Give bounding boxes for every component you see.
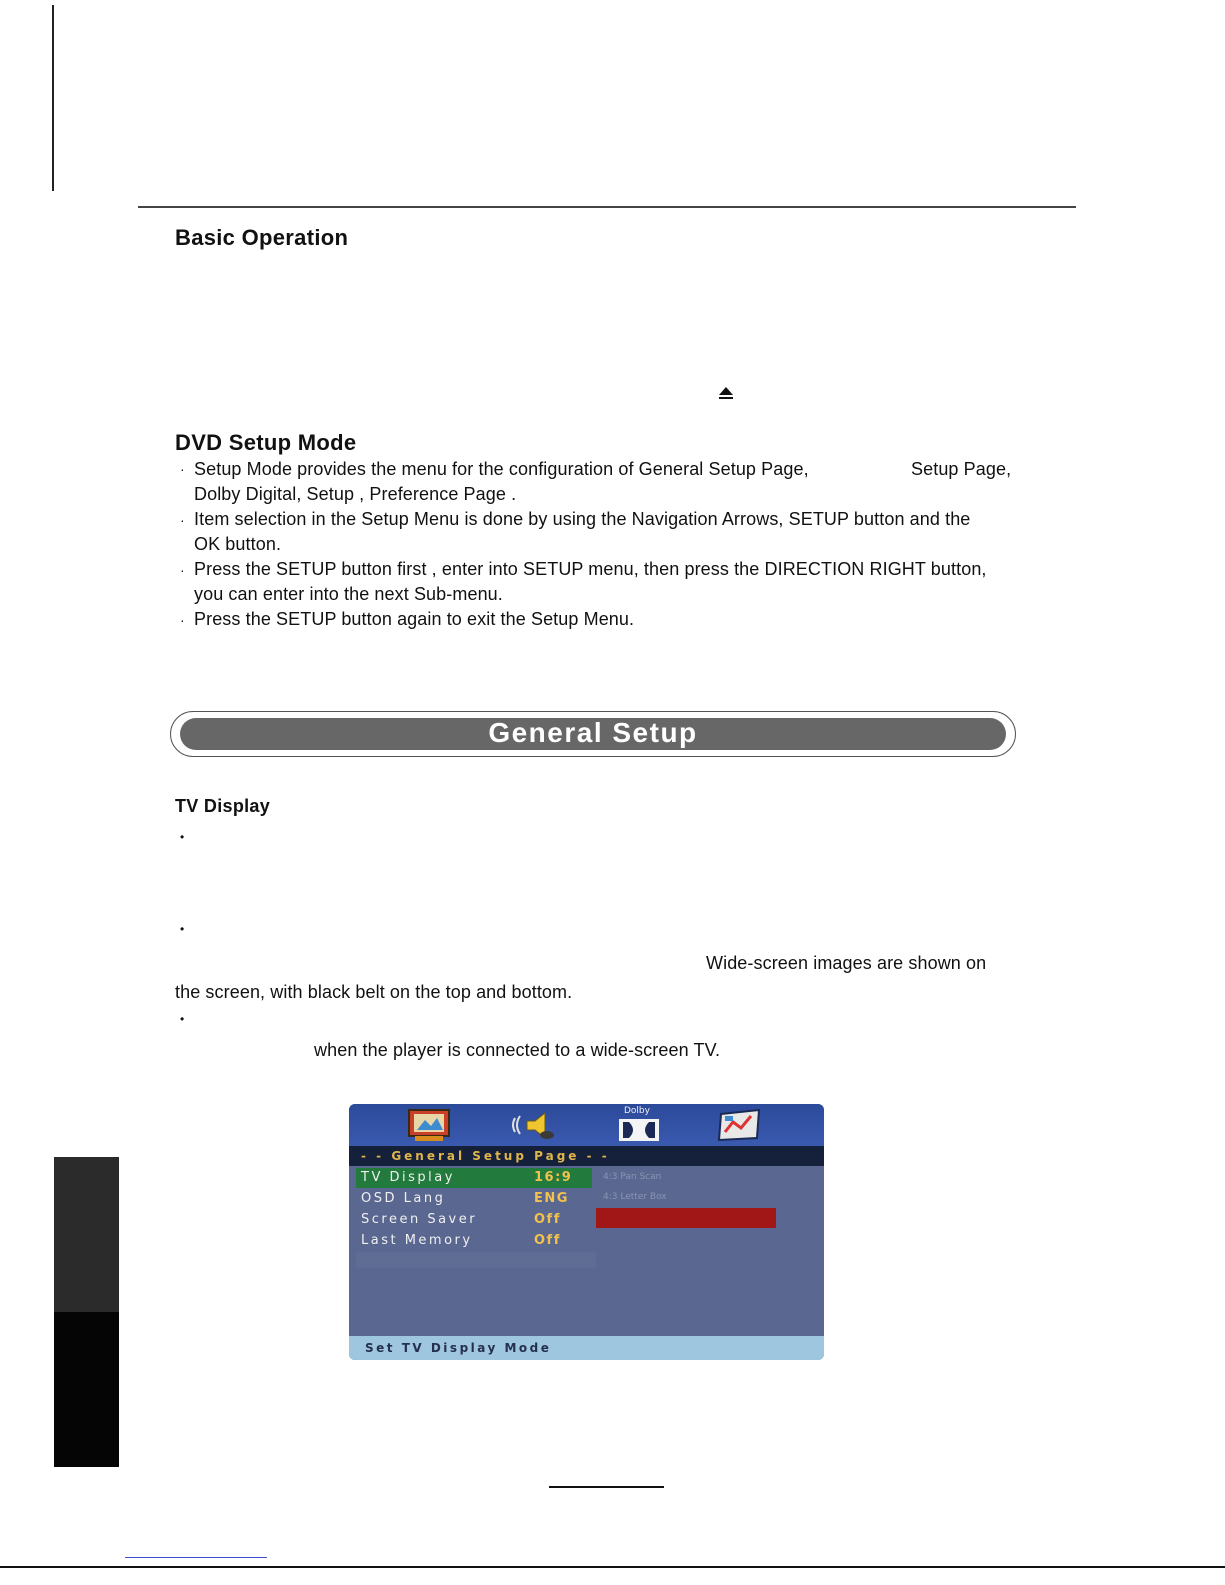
setup-line-1b: Setup Page, — [911, 459, 1012, 479]
osd-empty-row — [356, 1252, 596, 1268]
setup-line-4: OK button. — [194, 534, 282, 554]
bullet-tv-3: • — [180, 1012, 185, 1026]
bullet-setup-4: · — [180, 612, 185, 628]
osd-status-text: Set TV Display Mode — [365, 1341, 552, 1355]
osd-row-last-memory[interactable]: Last Memory — [361, 1233, 473, 1248]
osd-row-osd-lang[interactable]: OSD Lang — [361, 1191, 446, 1206]
osd-option-selected[interactable] — [596, 1208, 776, 1228]
tv-line-black-belt: the screen, with black belt on the top and bottom. — [175, 982, 573, 1002]
bullet-setup-2: · — [180, 512, 185, 528]
setup-line-7: Press the SETUP button again to exit the Setup Menu. — [194, 609, 635, 629]
general-setup-icon — [405, 1108, 453, 1142]
tv-line-widescreen: Wide-screen images are shown on — [706, 953, 987, 973]
eject-icon — [718, 386, 734, 400]
footer-rule — [0, 1566, 1225, 1568]
footer-link-rule — [125, 1557, 267, 1558]
osd-option-letter-box[interactable]: 4:3 Letter Box — [603, 1192, 667, 1202]
dvd-setup-mode-heading: DVD Setup Mode — [175, 430, 357, 455]
bullet-setup-3: · — [180, 562, 185, 578]
osd-page-title: - - General Setup Page - - — [361, 1149, 610, 1163]
preference-icon — [715, 1108, 763, 1142]
setup-line-3: Item selection in the Setup Menu is done by using the Navigation Arrows, SETUP button and the — [194, 509, 971, 529]
dolby-digital-icon — [615, 1118, 663, 1142]
osd-option-pan-scan[interactable]: 4:3 Pan Scan — [603, 1172, 662, 1182]
osd-value-osd-lang: ENG — [534, 1191, 569, 1206]
bullet-setup-1: · — [180, 461, 185, 477]
osd-row-tv-display[interactable]: TV Display — [361, 1170, 455, 1185]
setup-line-2: Dolby Digital, Setup , Preference Page . — [194, 484, 517, 504]
osd-row-screen-saver[interactable]: Screen Saver — [361, 1212, 478, 1227]
page-number-rule — [549, 1486, 664, 1488]
header-rule — [138, 206, 1076, 208]
side-section-tab-black — [54, 1312, 119, 1467]
audio-speaker-icon — [509, 1108, 557, 1142]
left-margin-rule — [52, 5, 54, 191]
bullet-tv-2: • — [180, 922, 185, 936]
bullet-tv-1: • — [180, 830, 185, 844]
setup-line-5: Press the SETUP button first , enter into SETUP menu, then press the DIRECTION RIGHT button, — [194, 559, 987, 579]
tv-line-connected: when the player is connected to a wide-screen TV. — [314, 1040, 721, 1060]
basic-operation-heading: Basic Operation — [175, 225, 349, 250]
osd-value-tv-display: 16:9 — [534, 1170, 573, 1185]
osd-value-screen-saver: Off — [534, 1212, 561, 1227]
osd-value-last-memory: Off — [534, 1233, 561, 1248]
setup-menu-screenshot — [349, 1104, 824, 1360]
tv-display-heading: TV Display — [175, 796, 271, 816]
general-setup-title: General Setup — [488, 717, 698, 748]
setup-line-6: you can enter into the next Sub-menu. — [194, 584, 503, 604]
side-section-tab-gray — [54, 1157, 119, 1312]
dolby-label: Dolby — [624, 1106, 650, 1116]
setup-line-1: Setup Mode provides the menu for the configuration of General Setup Page, — [194, 459, 809, 479]
